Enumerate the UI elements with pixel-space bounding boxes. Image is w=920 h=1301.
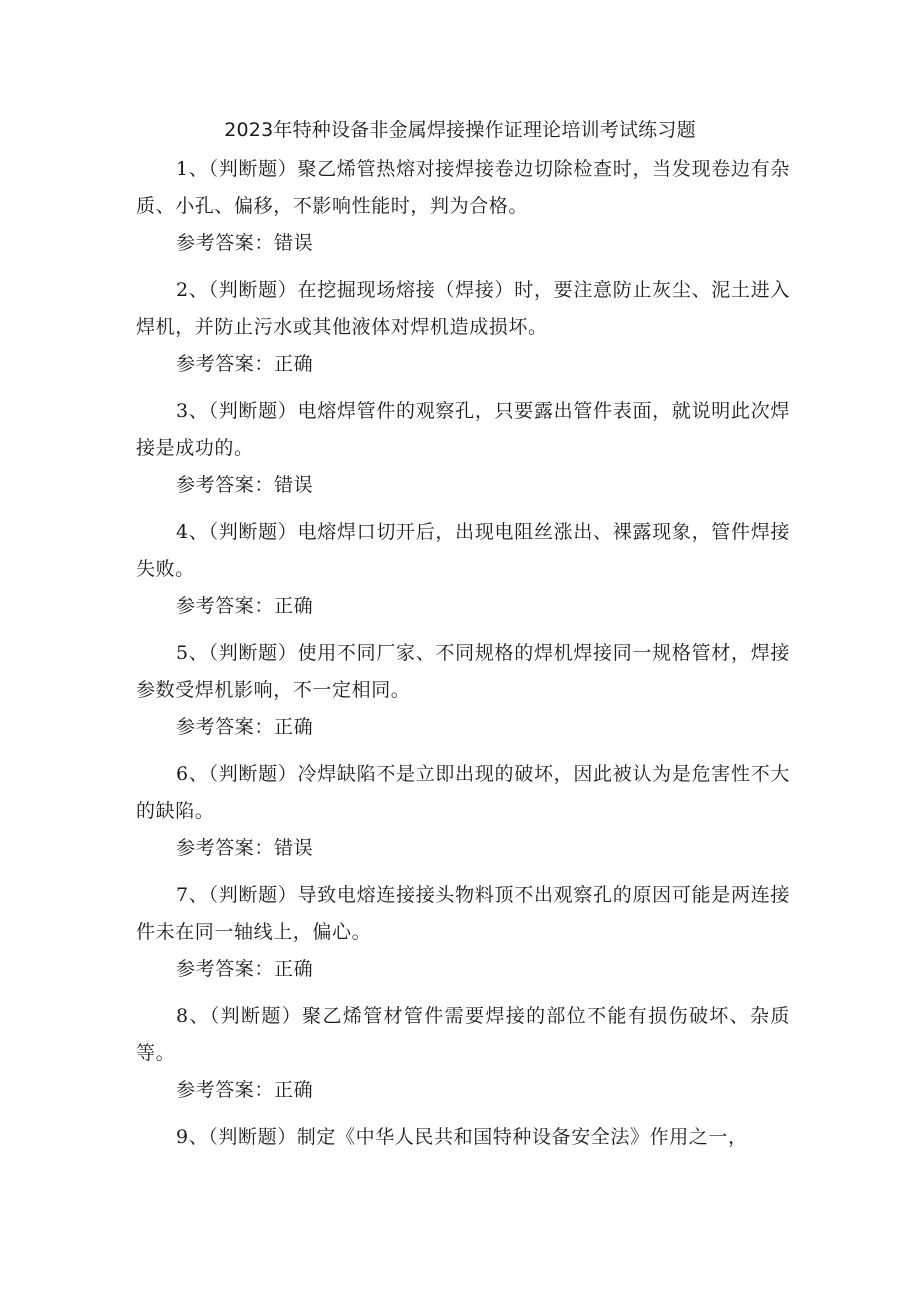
answer-value: 正确 [274, 595, 314, 617]
reference-answer [136, 588, 790, 625]
question-item-9 [136, 1119, 790, 1156]
question-list [136, 151, 790, 1156]
answer-prefix: 参考答案： [176, 958, 275, 980]
question-text: 6、（判断题）冷焊缺陷不是立即出现的破坏，因此被认为是危害性不大的缺陷。 [136, 763, 790, 822]
answer-value: 正确 [274, 716, 314, 738]
answer-prefix: 参考答案： [176, 716, 275, 738]
question-text: 1、（判断题）聚乙烯管热熔对接焊接卷边切除检查时，当发现卷边有杂质、小孔、偏移，不影响性能时，判为合格。 [136, 158, 790, 217]
answer-value: 正确 [274, 1079, 314, 1101]
answer-value: 错误 [274, 837, 314, 859]
question-item-6 [136, 756, 790, 867]
reference-answer [136, 1072, 790, 1109]
reference-answer [136, 225, 790, 262]
question-text: 7、（判断题）导致电熔连接接头物料顶不出观察孔的原因可能是两连接件未在同一轴线上，偏心。 [136, 884, 790, 943]
answer-value: 错误 [274, 232, 314, 254]
document-title: 2023年特种设备非金属焊接操作证理论培训考试练习题 [224, 119, 696, 141]
answer-prefix: 参考答案： [176, 353, 275, 375]
reference-answer [136, 346, 790, 383]
question-text: 2、（判断题）在挖掘现场熔接（焊接）时，要注意防止灰尘、泥土进入焊机，并防止污水或其他液体对焊机造成损坏。 [136, 279, 790, 338]
question-text: 4、（判断题）电熔焊口切开后，出现电阻丝涨出、裸露现象，管件焊接失败。 [136, 521, 790, 580]
question-item-3 [136, 393, 790, 504]
question-item-2 [136, 272, 790, 383]
answer-prefix: 参考答案： [176, 232, 275, 254]
question-text: 5、（判断题）使用不同厂家、不同规格的焊机焊接同一规格管材，焊接参数受焊机影响，不一定相同。 [136, 642, 790, 701]
reference-answer [136, 467, 790, 504]
question-item-4 [136, 514, 790, 625]
answer-value: 正确 [274, 958, 314, 980]
question-text: 9、（判断题）制定《中华人民共和国特种设备安全法》作用之一， [176, 1126, 748, 1148]
answer-prefix: 参考答案： [176, 474, 275, 496]
question-item-7 [136, 877, 790, 988]
reference-answer [136, 830, 790, 867]
question-item-1 [136, 151, 790, 262]
question-text: 3、（判断题）电熔焊管件的观察孔，只要露出管件表面，就说明此次焊接是成功的。 [136, 400, 790, 459]
question-text: 8、（判断题）聚乙烯管材管件需要焊接的部位不能有损伤破坏、杂质等。 [136, 1005, 790, 1064]
reference-answer [136, 951, 790, 988]
answer-value: 正确 [274, 353, 314, 375]
answer-prefix: 参考答案： [176, 595, 275, 617]
answer-prefix: 参考答案： [176, 837, 275, 859]
reference-answer [136, 709, 790, 746]
answer-value: 错误 [274, 474, 314, 496]
answer-prefix: 参考答案： [176, 1079, 275, 1101]
question-item-8 [136, 998, 790, 1109]
question-item-5 [136, 635, 790, 746]
